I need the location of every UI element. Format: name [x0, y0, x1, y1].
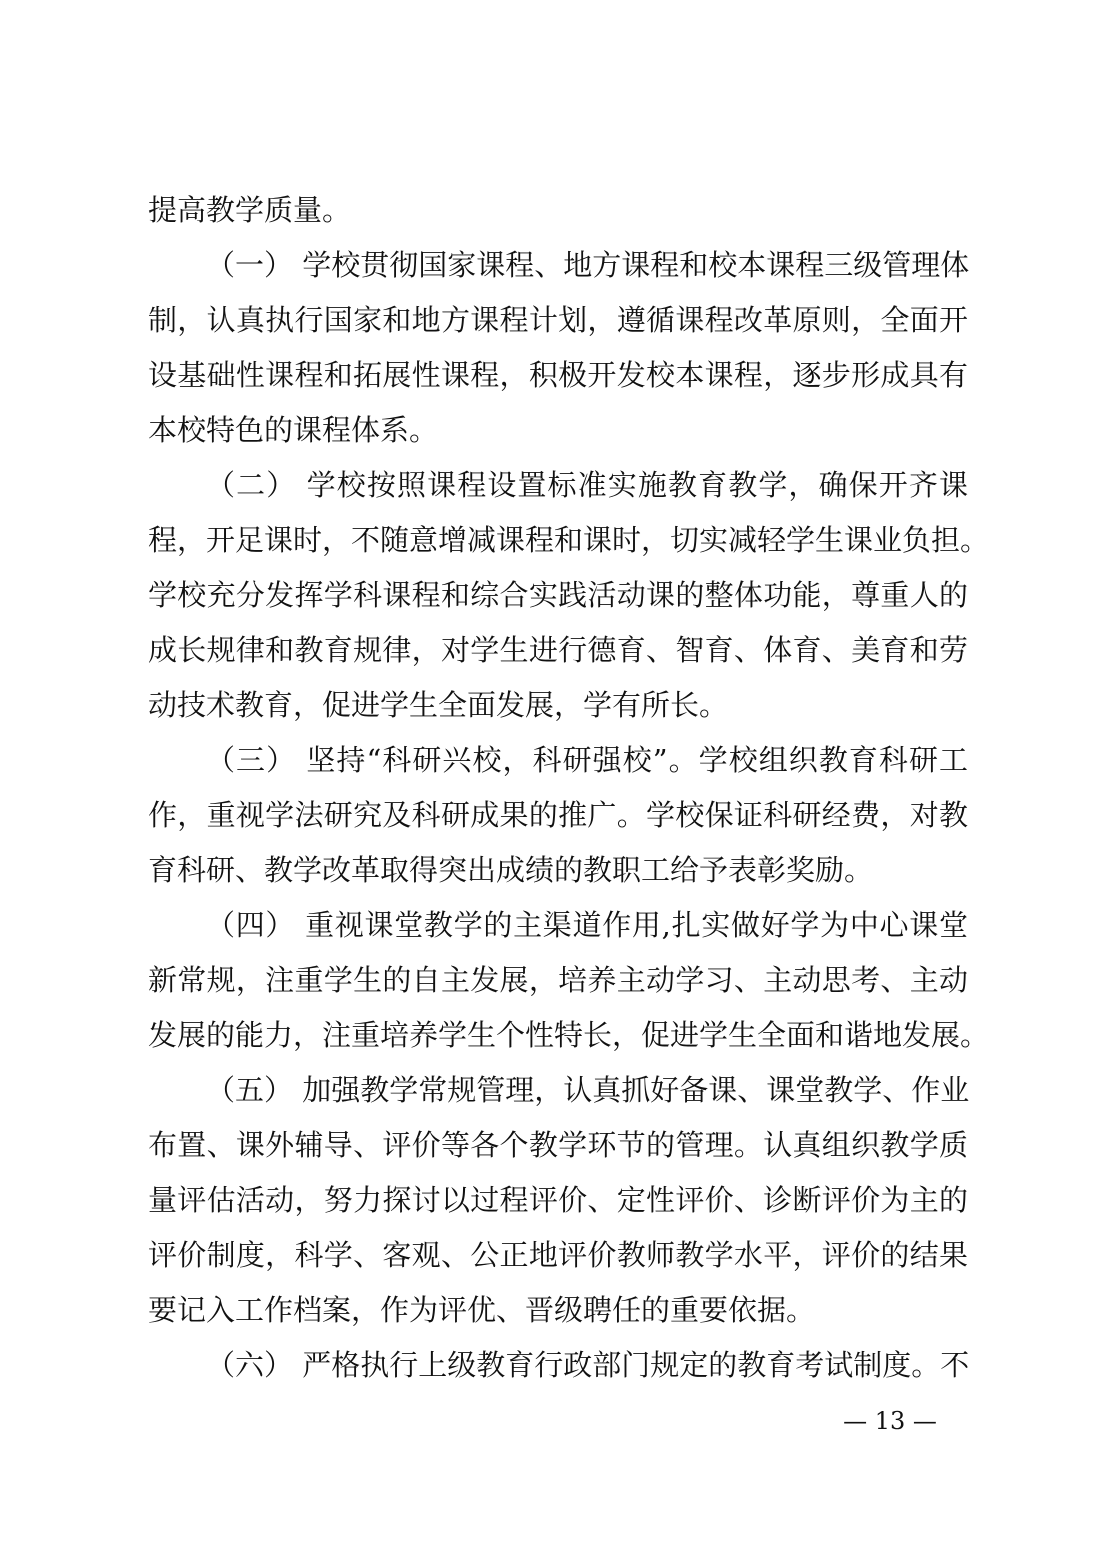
paragraph-line: 作，重视学法研究及科研成果的推广。学校保证科研经费，对教 — [148, 798, 968, 832]
paragraph-line: 学校充分发挥学科课程和综合实践活动课的整体功能，尊重人的 — [148, 578, 968, 612]
paragraph-line: 提高教学质量。 — [148, 193, 352, 227]
paragraph-line: 要记入工作档案，作为评优、晋级聘任的重要依据。 — [148, 1293, 816, 1327]
paragraph-line: （一） 学校贯彻国家课程、地方课程和校本课程三级管理体 — [206, 248, 970, 282]
paragraph-line: 量评估活动，努力探讨以过程评价、定性评价、诊断评价为主的 — [148, 1183, 968, 1217]
paragraph-line: 新常规，注重学生的自主发展，培养主动学习、主动思考、主动 — [148, 963, 968, 997]
paragraph-line: （四） 重视课堂教学的主渠道作用,扎实做好学为中心课堂 — [206, 908, 968, 942]
page-number: — 13 — — [843, 1407, 937, 1435]
paragraph-line: 设基础性课程和拓展性课程，积极开发校本课程，逐步形成具有 — [148, 358, 968, 392]
paragraph-line: （六） 严格执行上级教育行政部门规定的教育考试制度。不 — [206, 1348, 970, 1382]
paragraph-line: 布置、课外辅导、评价等各个教学环节的管理。认真组织教学质 — [148, 1128, 968, 1162]
paragraph-line: 本校特色的课程体系。 — [148, 413, 439, 447]
paragraph-line: 成长规律和教育规律，对学生进行德育、智育、体育、美育和劳 — [148, 633, 968, 667]
paragraph-line: 育科研、教学改革取得突出成绩的教职工给予表彰奖励。 — [148, 853, 874, 887]
paragraph-line: （二） 学校按照课程设置标准实施教育教学，确保开齐课 — [206, 468, 968, 502]
paragraph-line: （三） 坚持“科研兴校，科研强校”。学校组织教育科研工 — [206, 743, 968, 777]
paragraph-line: 制，认真执行国家和地方课程计划，遵循课程改革原则，全面开 — [148, 303, 968, 337]
paragraph-line: 评价制度，科学、客观、公正地评价教师教学水平，评价的结果 — [148, 1238, 968, 1272]
paragraph-line: 动技术教育，促进学生全面发展，学有所长。 — [148, 688, 729, 722]
paragraph-line: 程，开足课时，不随意增减课程和课时，切实减轻学生课业负担。 — [148, 523, 990, 557]
paragraph-line: 发展的能力，注重培养学生个性特长，促进学生全面和谐地发展。 — [148, 1018, 990, 1052]
paragraph-line: （五） 加强教学常规管理，认真抓好备课、课堂教学、作业 — [206, 1073, 970, 1107]
